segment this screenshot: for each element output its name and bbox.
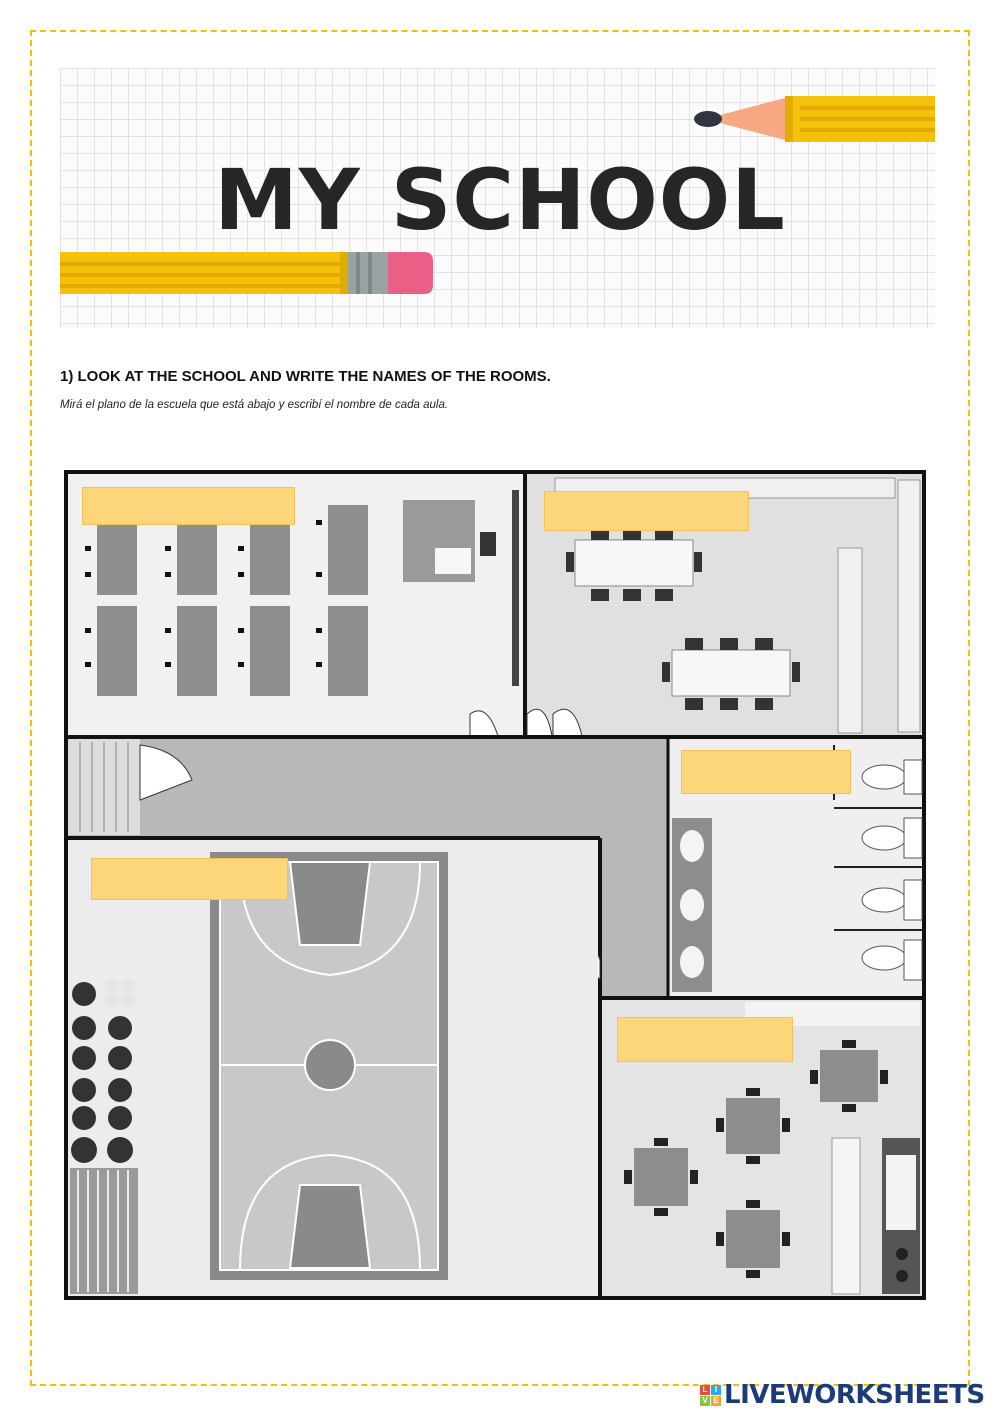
gym-room <box>68 840 598 1296</box>
answer-box-gym[interactable] <box>91 858 288 900</box>
brand-name: LIVEWORKSHEETS <box>724 1380 985 1410</box>
answer-box-toilets[interactable] <box>681 750 851 794</box>
question-subtitle: Mirá el plano de la escuela que está abajo y escribí el nombre de cada aula. <box>60 399 449 411</box>
answer-box-canteen[interactable] <box>617 1017 793 1062</box>
page-title: MY SCHOOL <box>214 151 786 249</box>
answer-box-library[interactable] <box>544 491 749 531</box>
answer-box-classroom[interactable] <box>82 487 295 525</box>
liveworksheets-logo <box>700 1380 985 1410</box>
logo-icon: L I V E <box>700 1385 721 1406</box>
question-heading: 1) LOOK AT THE SCHOOL AND WRITE THE NAMES OF THE ROOMS. <box>60 368 551 385</box>
